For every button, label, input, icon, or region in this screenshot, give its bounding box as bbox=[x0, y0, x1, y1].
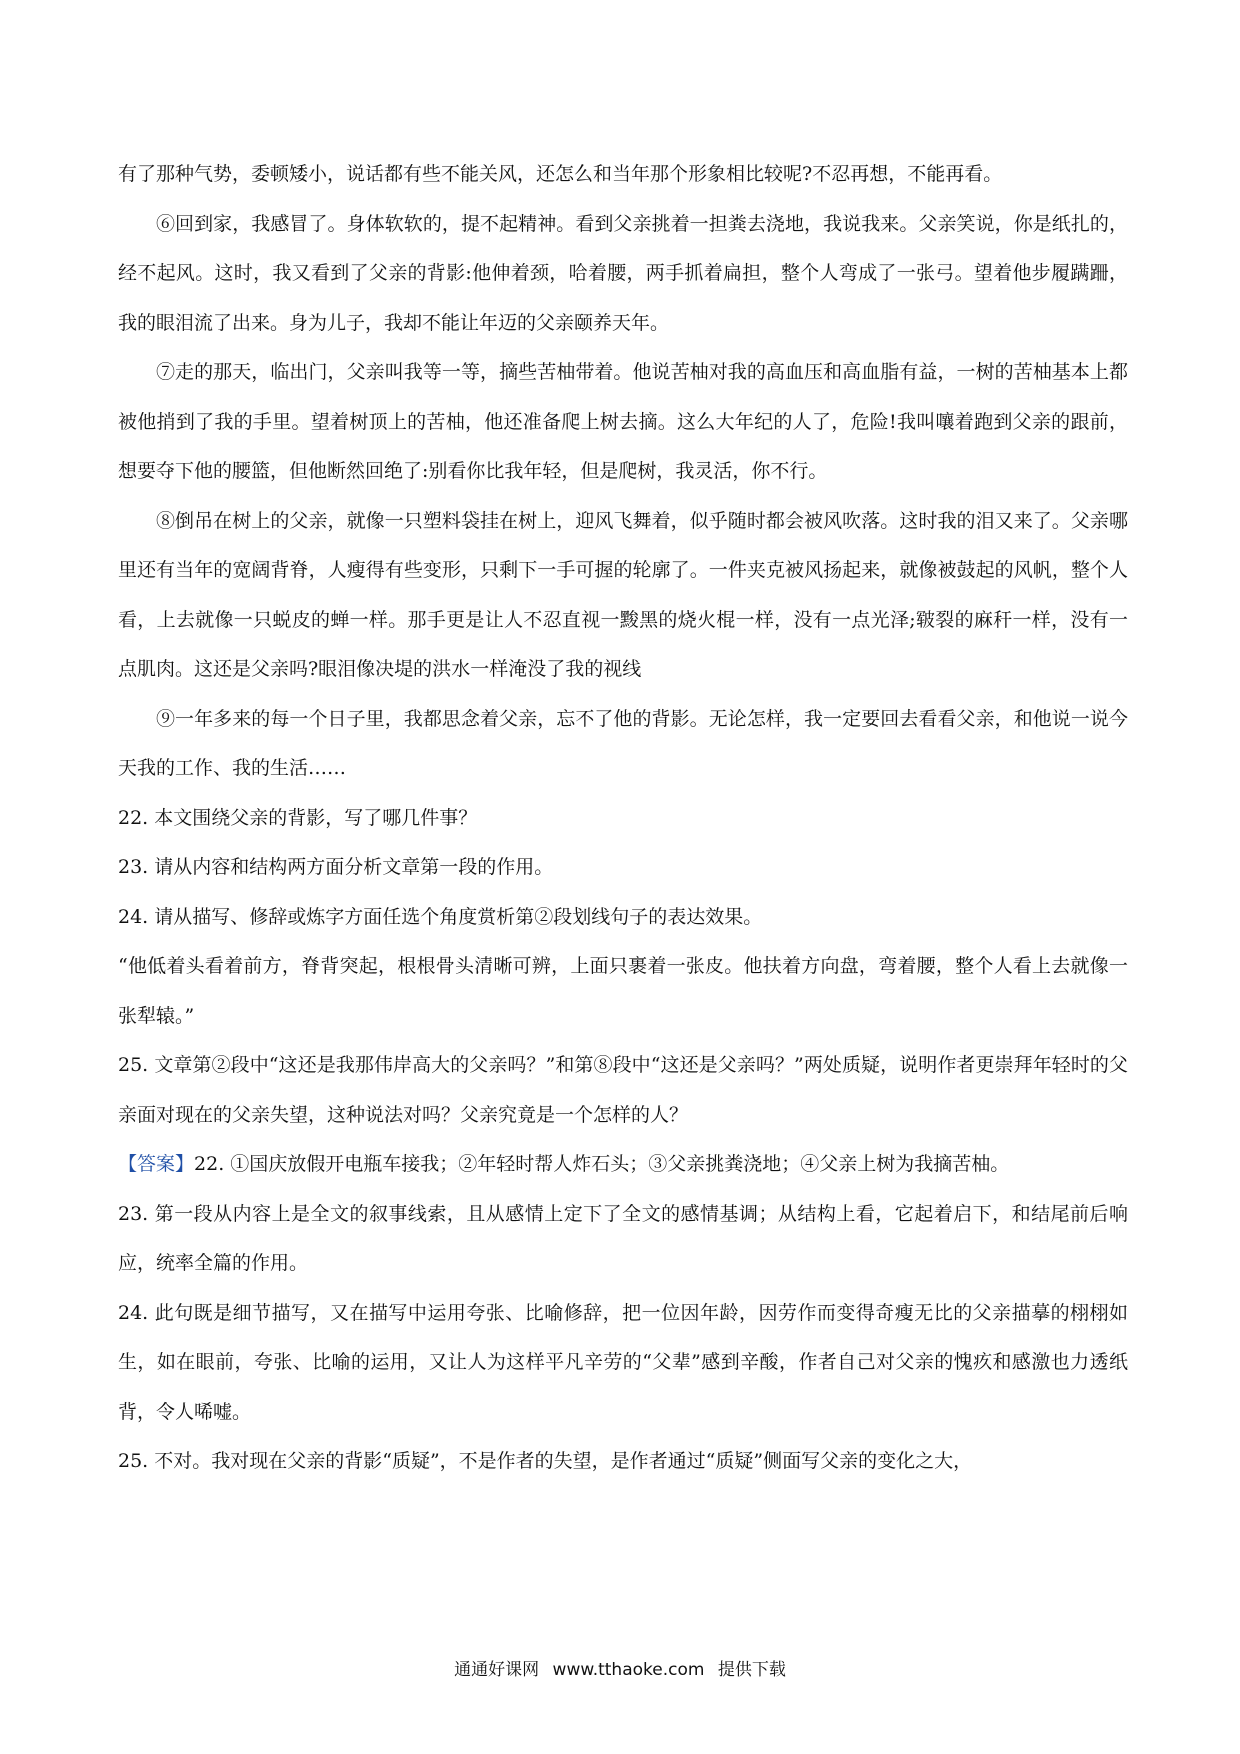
footer-url: www.tthaoke.com bbox=[552, 1660, 705, 1680]
footer-site-name: 通通好课网 bbox=[454, 1660, 540, 1680]
answer-24: 24. 此句既是细节描写，又在描写中运用夸张、比喻修辞，把一位因年龄，因劳作而变得奇瘦无比的父亲描摹的栩栩如生，如在眼前，夸张、比喻的运用，又让人为这样平凡辛劳的“父辈”感到辛酸，作者自己对父亲的愧疚和感激也力透纸背，令人唏嘘。 bbox=[118, 1301, 1128, 1423]
question-22: 22. 本文围绕父亲的背影，写了哪几件事？ bbox=[118, 806, 478, 829]
passage-paragraph-5-tail: 有了那种气势，委顿矮小，说话都有些不能关风，还怎么和当年那个形象相比较呢?不忍再想，不能再看。 bbox=[118, 163, 1003, 185]
footer-note: 提供下载 bbox=[717, 1660, 786, 1680]
passage-paragraph-6: ⑥回到家，我感冒了。身体软软的，提不起精神。看到父亲挑着一担粪去浇地，我说我来。父亲笑说，你是纸扎的，经不起风。这时，我又看到了父亲的背影:他伸着颈，哈着腰，两手抓着扁担，整个人弯成了一张弓。望着他步履蹒跚，我的眼泪流了出来。身为儿子，我却不能让年迈的父亲颐养天年。 bbox=[118, 212, 1128, 334]
passage-paragraph-9: ⑨一年多来的每一个日子里，我都思念着父亲，忘不了他的背影。无论怎样，我一定要回去看看父亲，和他说一说今天我的工作、我的生活…… bbox=[118, 707, 1128, 779]
answer-23: 23. 第一段从内容上是全文的叙事线索，且从感情上定下了全文的感情基调；从结构上看，它起着启下，和结尾前后响应，统率全篇的作用。 bbox=[118, 1202, 1128, 1274]
document-body bbox=[118, 150, 1128, 1487]
question-24-quote: “他低着头看着前方，脊背突起，根根骨头清晰可辨，上面只裹着一张皮。他扶着方向盘，弯着腰，整个人看上去就像一张犁辕。” bbox=[118, 955, 1128, 1027]
question-25: 25. 文章第②段中“这还是我那伟岸高大的父亲吗？”和第⑧段中“这还是父亲吗？”两处质疑，说明作者更崇拜年轻时的父亲面对现在的父亲失望，这种说法对吗？父亲究竟是一个怎样的人？ bbox=[118, 1054, 1128, 1126]
answer-22-text: 22. ①国庆放假开电瓶车接我；②年轻时帮人炸石头；③父亲挑粪浇地；④父亲上树为我摘苦柚。 bbox=[194, 1153, 1010, 1175]
answer-tag: 【答案】 bbox=[118, 1153, 195, 1175]
question-24: 24. 请从描写、修辞或炼字方面任选个角度赏析第②段划线句子的表达效果。 bbox=[118, 905, 763, 928]
answer-22 bbox=[118, 1140, 1128, 1190]
passage-paragraph-7: ⑦走的那天，临出门，父亲叫我等一等，摘些苦柚带着。他说苦柚对我的高血压和高血脂有益，一树的苦柚基本上都被他捎到了我的手里。望着树顶上的苦柚，他还准备爬上树去摘。这么大年纪的人了，危险!我叫嚷着跑到父亲的跟前，想要夺下他的腰篮，但他断然回绝了:别看你比我年轻，但是爬树，我灵活，你不行。 bbox=[118, 361, 1128, 482]
page-footer bbox=[0, 1658, 1240, 1682]
question-23: 23. 请从内容和结构两方面分析文章第一段的作用。 bbox=[118, 856, 554, 878]
passage-paragraph-8: ⑧倒吊在树上的父亲，就像一只塑料袋挂在树上，迎风飞舞着，似乎随时都会被风吹落。这时我的泪又来了。父亲哪里还有当年的宽阔背脊，人瘦得有些变形，只剩下一手可握的轮廓了。一件夹克被风扬起来，就像被鼓起的风帆，整个人看，上去就像一只蜕皮的蝉一样。那手更是让人不忍直视一黢黑的烧火棍一样，没有一点光泽;皲裂的麻秆一样，没有一点肌肉。这还是父亲吗?眼泪像决堤的洪水一样淹没了我的视线 bbox=[118, 509, 1128, 680]
answer-25: 25. 不对。我对现在父亲的背影“质疑”，不是作者的失望，是作者通过“质疑”侧面写父亲的变化之大， bbox=[118, 1450, 973, 1472]
